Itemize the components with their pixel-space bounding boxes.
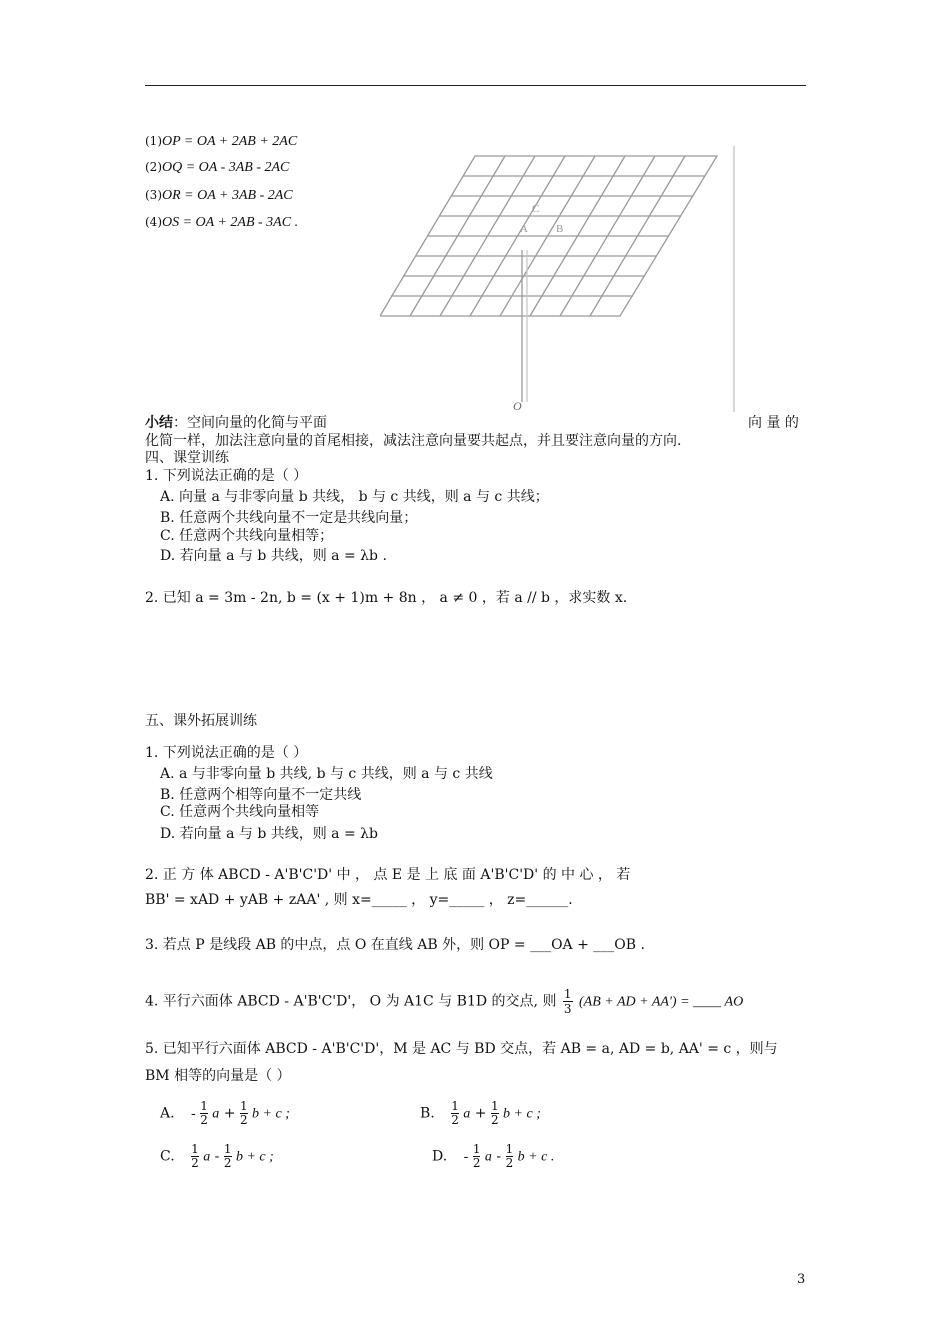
- exercise-2: (2)OQ = OA - 3AB - 2AC: [145, 160, 290, 175]
- s4-q1-option-a: A. 向量 a 与非零向量 b 共线， b 与 c 共线，则 a 与 c 共线；: [160, 489, 549, 505]
- figure-label-a: A: [520, 223, 528, 235]
- s5-q1-option-a: A. a 与非零向量 b 共线, b 与 c 共线，则 a 与 c 共线: [160, 766, 493, 782]
- summary-line-2: 化简一样，加法注意向量的首尾相接，减法注意向量要共起点，并且要注意向量的方向.: [145, 433, 682, 449]
- s5-q5-option-a: A. - $\frac{1}{2}$ a + $\frac{1}{2}$ b + c ;: [160, 1099, 290, 1127]
- s4-q1-stem: 1. 下列说法正确的是（ ）: [145, 468, 308, 484]
- section-5-heading: 五、课外拓展训练: [145, 713, 257, 729]
- s5-q5-option-b: B. $\frac{1}{2}$ a + $\frac{1}{2}$ b + c ;: [420, 1099, 541, 1127]
- q4-fraction: $\frac{1}{3}$: [563, 987, 572, 1016]
- s4-q1-option-b: B. 任意两个共线向量不一定是共线向量；: [160, 510, 418, 526]
- exercise-3: (3)OR = OA + 3AB - 2AC: [145, 188, 293, 203]
- summary-line-1-tail: 向 量 的: [748, 415, 799, 431]
- s4-q1-option-d: D. 若向量 a 与 b 共线，则 a = λb .: [160, 548, 387, 564]
- summary-title: 小结: [145, 415, 173, 431]
- page-number: 3: [797, 1272, 806, 1287]
- s5-q1-option-b: B. 任意两个相等向量不一定共线: [160, 787, 362, 803]
- exercise-1: (1)OP = OA + 2AB + 2AC: [145, 134, 298, 149]
- s5-q3: 3. 若点 P 是线段 AB 的中点，点 O 在直线 AB 外，则 OP = ___OA + ___OB .: [145, 937, 645, 953]
- figure-label-o: O: [513, 399, 522, 412]
- s5-q2-line-2: BB' = xAD + yAB + zAA' , 则 x=_____ ， y=_____ ， z=______.: [145, 892, 573, 908]
- s5-q5-option-c: C. $\frac{1}{2}$ a - $\frac{1}{2}$ b + c ;: [160, 1142, 274, 1170]
- header-rule: [145, 85, 806, 86]
- s5-q5-option-d: D. - $\frac{1}{2}$ a - $\frac{1}{2}$ b + c .: [432, 1142, 555, 1170]
- plane-grid-figure: [380, 140, 738, 412]
- s4-q2: 2. 已知 a = 3m - 2n, b = (x + 1)m + 8n ， a ≠ 0 ，若 a // b ，求实数 x.: [145, 590, 628, 606]
- summary-line-1: 小结：空间向量的化简与平面: [145, 415, 327, 431]
- exercise-4: (4)OS = OA + 2AB - 3AC .: [145, 215, 299, 230]
- s5-q5-line-1: 5. 已知平行六面体 ABCD - A'B'C'D'，M 是 AC 与 BD 交点，若 AB = a, AD = b, AA' = c ，则与: [145, 1041, 778, 1057]
- figure-label-b: B: [556, 223, 564, 235]
- s5-q4: 4. 平行六面体 ABCD - A'B'C'D'， O 为 A1C 与 B1D 的交点, 则 $\frac{1}{3}$ (AB + AD + AA') = ____ AO: [145, 987, 744, 1016]
- s5-q1-stem: 1. 下列说法正确的是（ ）: [145, 745, 308, 761]
- s4-q1-option-c: C. 任意两个共线向量相等；: [160, 528, 334, 544]
- s5-q5-line-2: BM 相等的向量是（ ）: [145, 1068, 291, 1084]
- section-4-heading: 四、课堂训练: [145, 450, 229, 466]
- figure-label-c: C: [532, 203, 540, 215]
- s5-q2-line-1: 2. 正 方 体 ABCD - A'B'C'D' 中 ， 点 E 是 上 底 面 A'B'C'D' 的 中 心 ， 若: [145, 867, 631, 883]
- s5-q1-option-c: C. 任意两个共线向量相等: [160, 804, 320, 820]
- s5-q1-option-d: D. 若向量 a 与 b 共线，则 a = λb: [160, 826, 378, 842]
